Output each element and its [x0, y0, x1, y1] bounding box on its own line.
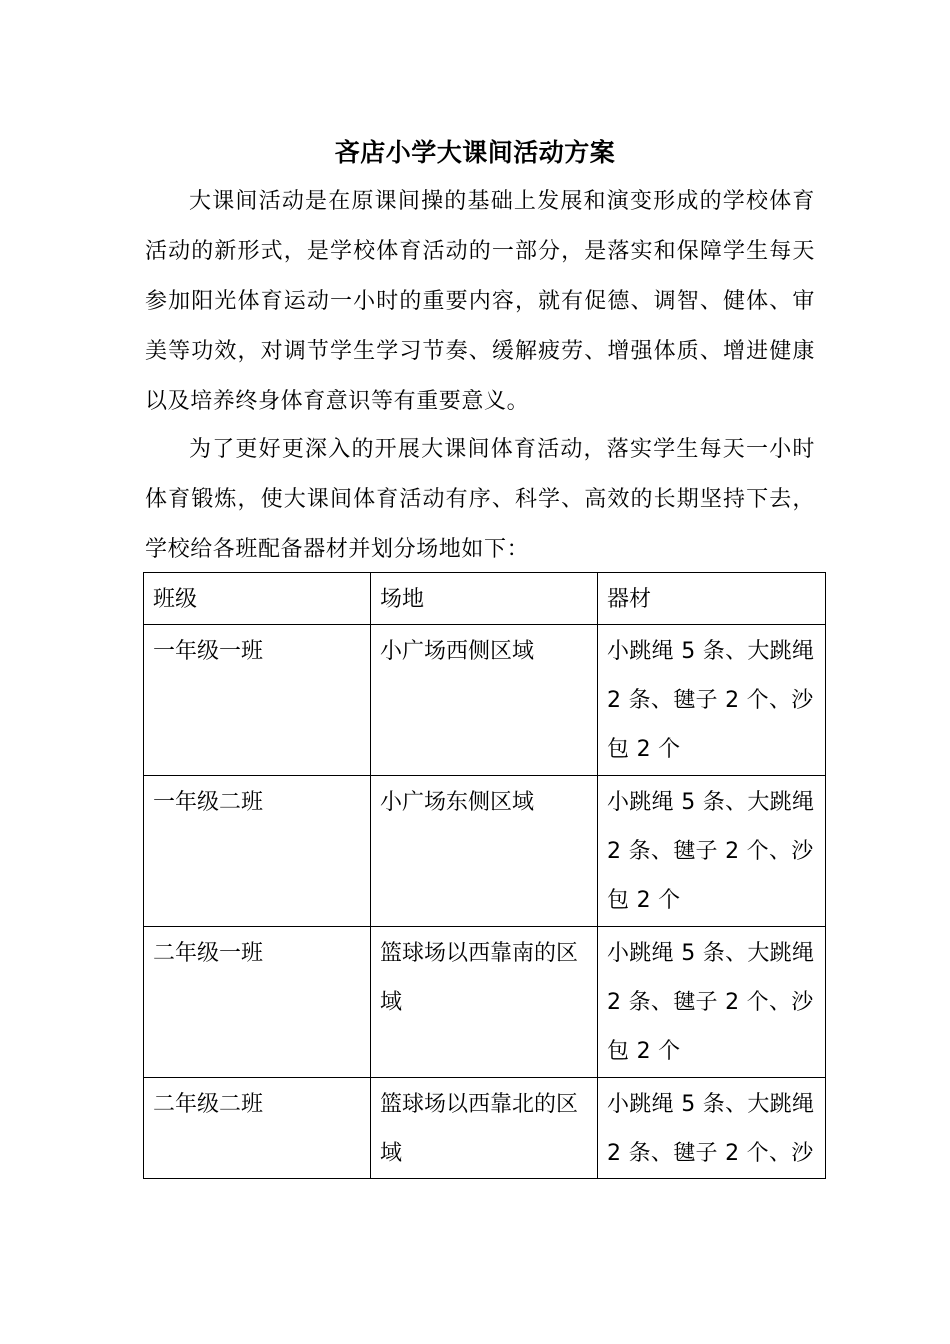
header-venue: 场地: [371, 573, 598, 625]
table-row: [144, 927, 826, 1078]
equipment-cell-text: 小跳绳 5 条、大跳绳 2 条、毽子 2 个、沙: [607, 1092, 815, 1166]
class-cell-text: 二年级二班: [153, 1092, 264, 1117]
table-header-row: [144, 573, 826, 625]
class-cell: 一年级一班: [144, 625, 371, 776]
equipment-cell: 小跳绳 5 条、大跳绳 2 条、毽子 2 个、沙包 2 个: [598, 776, 826, 927]
table-row: [144, 1078, 826, 1179]
document-title: 吝店小学大课间活动方案: [334, 138, 616, 167]
class-cell: 二年级一班: [144, 927, 371, 1078]
equipment-allocation-table: [143, 572, 826, 1179]
venue-cell-text: 篮球场以西靠北的区域: [380, 1092, 579, 1166]
equipment-cell: 小跳绳 5 条、大跳绳 2 条、毽子 2 个、沙包 2 个: [598, 927, 826, 1078]
class-cell: 一年级二班: [144, 776, 371, 927]
venue-cell: [371, 1078, 598, 1179]
table-row: [144, 776, 826, 927]
class-cell: [144, 1078, 371, 1179]
venue-cell: 小广场西侧区域: [371, 625, 598, 776]
equipment-cell: 小跳绳 5 条、大跳绳 2 条、毽子 2 个、沙包 2 个: [598, 625, 826, 776]
header-class: 班级: [144, 573, 371, 625]
table-row: [144, 625, 826, 776]
intro-paragraph: 大课间活动是在原课间操的基础上发展和演变形成的学校体育活动的新形式，是学校体育活动的一部分，是落实和保障学生每天参加阳光体育运动一小时的重要内容，就有促德、调智、健体、审美等功效，对调节学生学习节奏、缓解疲劳、增强体质、增进健康以及培养终身体育意识等有重要意义。: [145, 189, 815, 414]
venue-cell: 小广场东侧区域: [371, 776, 598, 927]
purpose-paragraph: 为了更好更深入的开展大课间体育活动，落实学生每天一小时体育锻炼，使大课间体育活动有序、科学、高效的长期坚持下去，学校给各班配备器材并划分场地如下：: [145, 437, 815, 562]
equipment-cell: [598, 1078, 826, 1179]
venue-cell: 篮球场以西靠南的区域: [371, 927, 598, 1078]
header-equipment: 器材: [598, 573, 826, 625]
